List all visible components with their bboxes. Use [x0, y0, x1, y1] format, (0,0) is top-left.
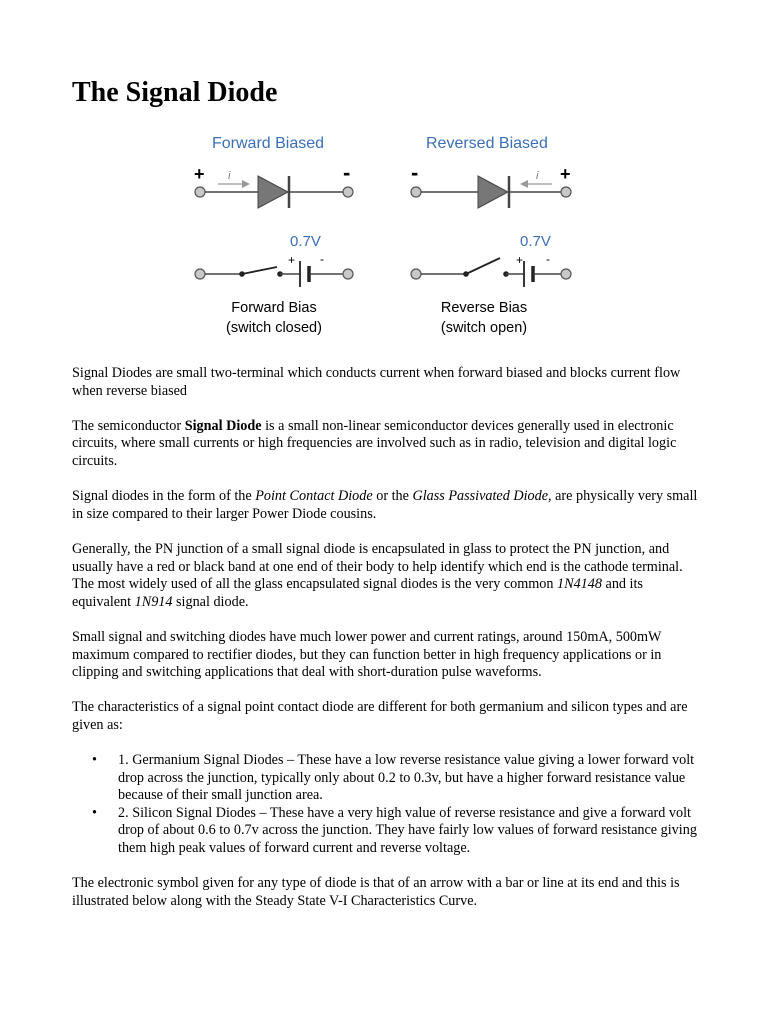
text-run: The semiconductor — [72, 417, 185, 434]
paragraph-symbol: The electronic symbol given for any type of diode is that of an arrow with a bar or line at its end and this is illustrated below along with the Steady State V-I Characteristics Curve. — [72, 875, 680, 909]
list-item — [72, 752, 702, 805]
italic-term-glass-passivated: Glass Passivated Diode — [412, 488, 549, 505]
forward-bias-caption-note: (switch closed) — [226, 320, 322, 336]
forward-diode-circuit — [194, 160, 353, 208]
forward-bias-switch-circuit — [195, 233, 353, 336]
terminal-node — [343, 269, 353, 279]
reversed-biased-heading: Reversed Biased — [426, 135, 548, 152]
current-label: i — [536, 170, 539, 182]
battery-plus-sign: + — [516, 253, 524, 267]
italic-term-1n914: 1N914 — [134, 593, 173, 610]
page-title: The Signal Diode — [72, 77, 278, 108]
reverse-voltage-label: 0.7V — [520, 233, 551, 250]
paragraph-pn-junction — [72, 541, 702, 611]
bold-term-signal-diode: Signal Diode — [184, 417, 262, 434]
diode-symbol — [478, 176, 508, 208]
reverse-plus-sign: + — [560, 164, 571, 184]
paragraph-ratings: Small signal and switching diodes have much lower power and current ratings, around 150mA, 500mW maximum compared to rectifier diodes, but they can function better in high frequency applications or in clipping and switching applications that deal with short-duration pulse waveforms. — [72, 628, 662, 681]
forward-plus-sign: + — [194, 164, 205, 184]
battery-plus-sign: + — [288, 253, 296, 267]
text-run: Generally, the PN junction of a small signal diode is encapsulated in glass to protect the PN junction, and usually have a red or black band at one end of their body to help identify which end is the cathode terminal. The most widely used of all the glass encapsulated signal diodes is the very common — [72, 540, 683, 593]
switch-open — [466, 258, 500, 274]
battery-minus-sign: - — [320, 252, 324, 266]
forward-voltage-label: 0.7V — [290, 233, 321, 250]
forward-biased-heading: Forward Biased — [212, 135, 325, 152]
terminal-node — [195, 269, 205, 279]
paragraph-intro: Signal Diodes are small two-terminal which conducts current when forward biased and blocks current flow when reverse biased — [72, 365, 681, 399]
reverse-diode-circuit — [411, 160, 571, 208]
text-run: , are physically very small in size compared to their larger Power Diode cousins. — [72, 488, 698, 522]
text-run: and its equivalent — [72, 576, 643, 610]
switch-closed — [242, 267, 277, 274]
terminal-node — [561, 269, 571, 279]
text-run: is a small non-linear semiconductor devices generally used in electronic circuits, where small currents or high frequencies are involved such as in radio, television and digital logic circuits. — [72, 417, 677, 469]
forward-minus-sign: - — [343, 160, 351, 185]
text-run: Signal diodes in the form of the — [72, 488, 256, 505]
reverse-bias-caption-note: (switch open) — [440, 320, 528, 336]
reverse-minus-sign: - — [411, 160, 419, 185]
list-item — [72, 805, 702, 858]
terminal-node — [195, 187, 205, 197]
reverse-bias-switch-circuit — [411, 233, 571, 336]
battery-minus-sign: - — [546, 252, 550, 266]
reverse-bias-caption: Reverse Bias — [440, 300, 528, 316]
paragraph-signal-diode — [72, 418, 702, 471]
diode-bias-diagram — [180, 124, 590, 344]
current-label: i — [228, 170, 231, 182]
forward-bias-caption: Forward Bias — [231, 300, 317, 316]
diode-symbol — [258, 176, 288, 208]
italic-term-point-contact: Point Contact Diode — [255, 488, 373, 505]
bullet-icon: • — [92, 804, 97, 821]
list-item-text: 2. Silicon Signal Diodes – These have a very high value of reverse resistance and give a forward volt drop of about 0.6 to 0.7v across the junction. They have fairly low values of forward resistance giving them high peak values of forward current and reverse voltage. — [118, 804, 697, 857]
current-arrow-icon — [520, 180, 528, 188]
diode-types-list — [72, 752, 702, 858]
paragraph-characteristics: The characteristics of a signal point contact diode are different for both germanium and silicon types and are given as: — [72, 699, 688, 733]
text-run: signal diode. — [172, 593, 249, 610]
terminal-node — [343, 187, 353, 197]
list-item-text: 1. Germanium Signal Diodes – These have a low reverse resistance value giving a lower forward volt drop across the junction, typically only about 0.2 to 0.3v, but have a higher forward resistance value because of their small junction area. — [118, 752, 695, 804]
italic-term-1n4148: 1N4148 — [557, 576, 602, 593]
text-run: or the — [372, 488, 413, 505]
current-arrow-icon — [242, 180, 250, 188]
terminal-node — [561, 187, 571, 197]
terminal-node — [411, 187, 421, 197]
terminal-node — [411, 269, 421, 279]
bullet-icon: • — [92, 752, 97, 769]
paragraph-diode-forms — [72, 488, 702, 523]
article-body — [72, 365, 702, 928]
